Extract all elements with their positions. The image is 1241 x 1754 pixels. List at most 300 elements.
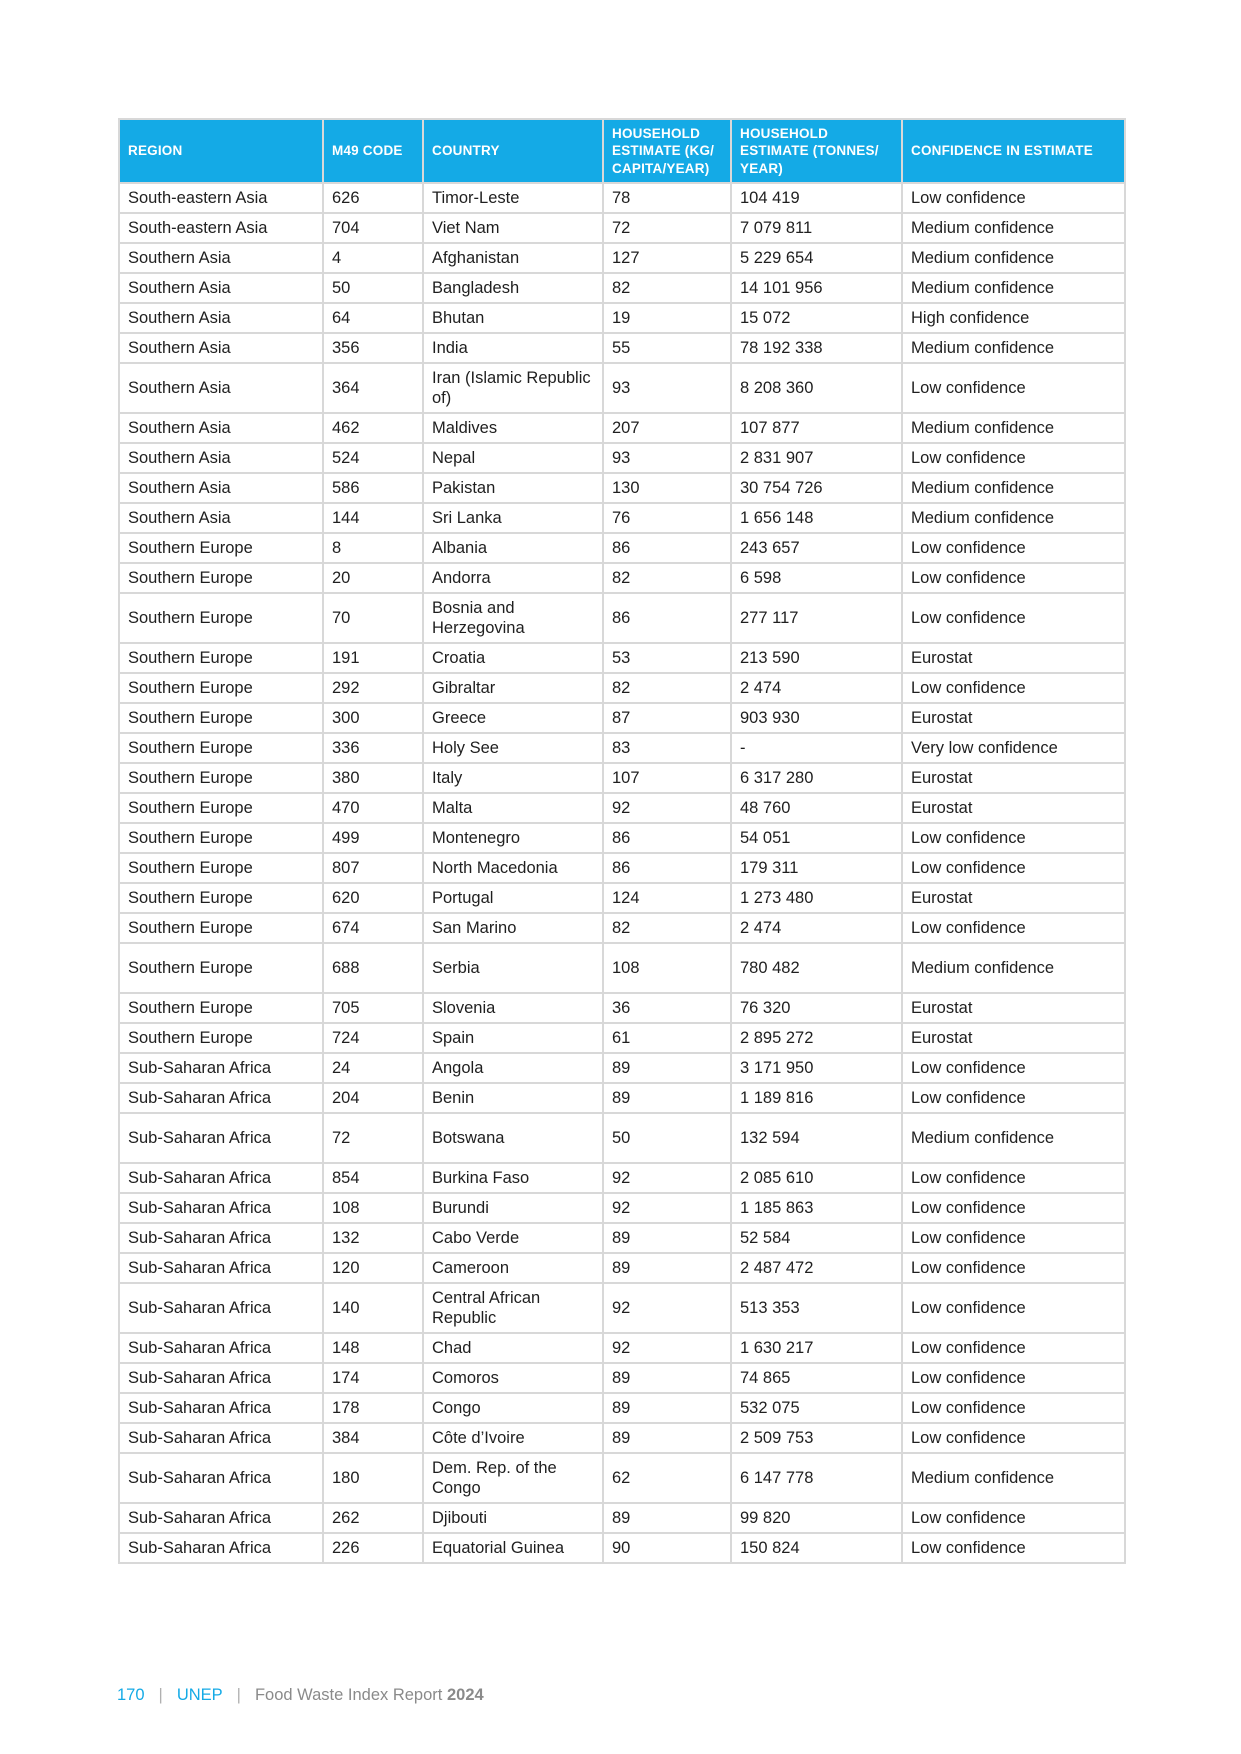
table-row	[119, 643, 1125, 673]
cell-household-kg-capita: 82	[603, 273, 731, 303]
cell-household-tonnes: 1 273 480	[731, 883, 902, 913]
cell-region: Sub-Saharan Africa	[119, 1253, 323, 1283]
header-household-kg-capita: HOUSEHOLD ESTIMATE (KG/ CAPITA/YEAR)	[603, 119, 731, 183]
header-row	[119, 119, 1125, 183]
cell-country: Bhutan	[423, 303, 603, 333]
cell-country: Albania	[423, 533, 603, 563]
cell-country: Serbia	[423, 943, 603, 993]
table-row	[119, 913, 1125, 943]
cell-region: Southern Asia	[119, 333, 323, 363]
cell-country: Cabo Verde	[423, 1223, 603, 1253]
cell-confidence: Medium confidence	[902, 1113, 1125, 1163]
cell-country: Andorra	[423, 563, 603, 593]
cell-household-tonnes: 1 189 816	[731, 1083, 902, 1113]
cell-region: Sub-Saharan Africa	[119, 1163, 323, 1193]
table-row	[119, 213, 1125, 243]
cell-household-kg-capita: 92	[603, 793, 731, 823]
cell-region: Southern Europe	[119, 733, 323, 763]
cell-confidence: Eurostat	[902, 703, 1125, 733]
footer-report-title: Food Waste Index Report	[254, 1686, 443, 1704]
cell-region: Southern Europe	[119, 993, 323, 1023]
cell-household-tonnes: 6 598	[731, 563, 902, 593]
cell-m49-code: 620	[323, 883, 423, 913]
table-row	[119, 303, 1125, 333]
cell-household-kg-capita: 62	[603, 1453, 731, 1503]
food-waste-table	[118, 118, 1126, 1564]
cell-m49-code: 140	[323, 1283, 423, 1333]
cell-confidence: Low confidence	[902, 183, 1125, 213]
cell-household-kg-capita: 89	[603, 1053, 731, 1083]
cell-country: Angola	[423, 1053, 603, 1083]
cell-country: Central African Republic	[423, 1283, 603, 1333]
table-row	[119, 823, 1125, 853]
footer-report-year: 2024	[446, 1686, 484, 1704]
table-row	[119, 243, 1125, 273]
table-row	[119, 183, 1125, 213]
cell-household-kg-capita: 89	[603, 1083, 731, 1113]
cell-m49-code: 586	[323, 473, 423, 503]
cell-region: Sub-Saharan Africa	[119, 1503, 323, 1533]
cell-m49-code: 4	[323, 243, 423, 273]
cell-confidence: Eurostat	[902, 1023, 1125, 1053]
page-footer	[117, 1686, 484, 1705]
cell-household-tonnes: 1 656 148	[731, 503, 902, 533]
table-row	[119, 1053, 1125, 1083]
cell-household-tonnes: 1 185 863	[731, 1193, 902, 1223]
cell-household-kg-capita: 36	[603, 993, 731, 1023]
cell-household-tonnes: 2 509 753	[731, 1423, 902, 1453]
cell-country: Djibouti	[423, 1503, 603, 1533]
cell-household-tonnes: 179 311	[731, 853, 902, 883]
cell-country: Maldives	[423, 413, 603, 443]
cell-country: Bosnia and Herzegovina	[423, 593, 603, 643]
cell-region: Southern Europe	[119, 943, 323, 993]
cell-household-kg-capita: 53	[603, 643, 731, 673]
cell-confidence: Eurostat	[902, 763, 1125, 793]
cell-m49-code: 380	[323, 763, 423, 793]
cell-m49-code: 180	[323, 1453, 423, 1503]
cell-household-tonnes: -	[731, 733, 902, 763]
cell-region: Southern Europe	[119, 703, 323, 733]
cell-household-tonnes: 2 085 610	[731, 1163, 902, 1193]
table-row	[119, 943, 1125, 993]
cell-region: Southern Europe	[119, 763, 323, 793]
cell-household-kg-capita: 50	[603, 1113, 731, 1163]
cell-confidence: Low confidence	[902, 1363, 1125, 1393]
cell-region: Sub-Saharan Africa	[119, 1423, 323, 1453]
table-row	[119, 733, 1125, 763]
cell-m49-code: 20	[323, 563, 423, 593]
cell-household-kg-capita: 107	[603, 763, 731, 793]
cell-m49-code: 724	[323, 1023, 423, 1053]
cell-region: Sub-Saharan Africa	[119, 1533, 323, 1563]
cell-country: Malta	[423, 793, 603, 823]
table-row	[119, 1023, 1125, 1053]
cell-household-tonnes: 2 474	[731, 913, 902, 943]
cell-m49-code: 499	[323, 823, 423, 853]
cell-m49-code: 144	[323, 503, 423, 533]
cell-region: Southern Asia	[119, 363, 323, 413]
footer-separator: |	[236, 1686, 241, 1704]
cell-region: Southern Europe	[119, 673, 323, 703]
cell-country: India	[423, 333, 603, 363]
cell-household-tonnes: 243 657	[731, 533, 902, 563]
cell-household-kg-capita: 92	[603, 1193, 731, 1223]
table-row	[119, 473, 1125, 503]
cell-household-kg-capita: 89	[603, 1223, 731, 1253]
cell-household-kg-capita: 89	[603, 1363, 731, 1393]
cell-household-tonnes: 1 630 217	[731, 1333, 902, 1363]
cell-confidence: Medium confidence	[902, 243, 1125, 273]
cell-confidence: Low confidence	[902, 853, 1125, 883]
cell-household-tonnes: 6 317 280	[731, 763, 902, 793]
cell-household-kg-capita: 108	[603, 943, 731, 993]
cell-m49-code: 191	[323, 643, 423, 673]
footer-separator: |	[158, 1686, 163, 1704]
table-row	[119, 563, 1125, 593]
cell-household-tonnes: 150 824	[731, 1533, 902, 1563]
table-row	[119, 1163, 1125, 1193]
cell-household-tonnes: 5 229 654	[731, 243, 902, 273]
cell-household-tonnes: 99 820	[731, 1503, 902, 1533]
cell-household-kg-capita: 72	[603, 213, 731, 243]
cell-m49-code: 704	[323, 213, 423, 243]
cell-m49-code: 854	[323, 1163, 423, 1193]
cell-confidence: Low confidence	[902, 1333, 1125, 1363]
cell-household-tonnes: 277 117	[731, 593, 902, 643]
cell-country: Bangladesh	[423, 273, 603, 303]
cell-household-kg-capita: 82	[603, 563, 731, 593]
cell-household-kg-capita: 92	[603, 1333, 731, 1363]
table-row	[119, 703, 1125, 733]
cell-household-kg-capita: 82	[603, 673, 731, 703]
cell-region: Sub-Saharan Africa	[119, 1083, 323, 1113]
cell-confidence: Low confidence	[902, 1533, 1125, 1563]
cell-m49-code: 470	[323, 793, 423, 823]
table-row	[119, 533, 1125, 563]
cell-country: Slovenia	[423, 993, 603, 1023]
cell-m49-code: 24	[323, 1053, 423, 1083]
cell-country: Equatorial Guinea	[423, 1533, 603, 1563]
cell-household-tonnes: 104 419	[731, 183, 902, 213]
cell-region: South-eastern Asia	[119, 213, 323, 243]
table-row	[119, 363, 1125, 413]
cell-confidence: Medium confidence	[902, 503, 1125, 533]
cell-household-tonnes: 903 930	[731, 703, 902, 733]
cell-m49-code: 300	[323, 703, 423, 733]
table-row	[119, 993, 1125, 1023]
cell-m49-code: 8	[323, 533, 423, 563]
cell-confidence: Low confidence	[902, 563, 1125, 593]
cell-household-kg-capita: 86	[603, 823, 731, 853]
cell-country: Portugal	[423, 883, 603, 913]
table-row	[119, 413, 1125, 443]
cell-country: Italy	[423, 763, 603, 793]
cell-country: Benin	[423, 1083, 603, 1113]
cell-household-tonnes: 30 754 726	[731, 473, 902, 503]
cell-m49-code: 50	[323, 273, 423, 303]
cell-confidence: Low confidence	[902, 1223, 1125, 1253]
cell-region: Southern Asia	[119, 443, 323, 473]
cell-country: Botswana	[423, 1113, 603, 1163]
cell-region: Southern Europe	[119, 533, 323, 563]
cell-m49-code: 364	[323, 363, 423, 413]
cell-m49-code: 626	[323, 183, 423, 213]
cell-household-kg-capita: 93	[603, 443, 731, 473]
cell-household-tonnes: 2 487 472	[731, 1253, 902, 1283]
cell-household-kg-capita: 130	[603, 473, 731, 503]
cell-household-tonnes: 14 101 956	[731, 273, 902, 303]
cell-country: Afghanistan	[423, 243, 603, 273]
cell-region: Sub-Saharan Africa	[119, 1193, 323, 1223]
cell-m49-code: 705	[323, 993, 423, 1023]
cell-household-tonnes: 48 760	[731, 793, 902, 823]
cell-region: Southern Europe	[119, 823, 323, 853]
cell-country: Comoros	[423, 1363, 603, 1393]
cell-household-kg-capita: 89	[603, 1253, 731, 1283]
cell-m49-code: 356	[323, 333, 423, 363]
cell-region: Southern Europe	[119, 643, 323, 673]
table-row	[119, 1223, 1125, 1253]
cell-region: Sub-Saharan Africa	[119, 1453, 323, 1503]
table-row	[119, 1423, 1125, 1453]
cell-m49-code: 674	[323, 913, 423, 943]
cell-confidence: Low confidence	[902, 823, 1125, 853]
cell-confidence: Medium confidence	[902, 473, 1125, 503]
cell-country: Côte d’Ivoire	[423, 1423, 603, 1453]
cell-household-kg-capita: 61	[603, 1023, 731, 1053]
cell-confidence: Low confidence	[902, 1053, 1125, 1083]
cell-region: Southern Europe	[119, 793, 323, 823]
cell-confidence: Eurostat	[902, 883, 1125, 913]
cell-country: Sri Lanka	[423, 503, 603, 533]
cell-confidence: Low confidence	[902, 1423, 1125, 1453]
cell-region: Sub-Saharan Africa	[119, 1223, 323, 1253]
footer-organization: UNEP	[176, 1686, 223, 1704]
table-body	[119, 183, 1125, 1563]
cell-region: Sub-Saharan Africa	[119, 1393, 323, 1423]
table-row	[119, 1083, 1125, 1113]
header-m49-code: M49 CODE	[323, 119, 423, 183]
table-row	[119, 1283, 1125, 1333]
table-row	[119, 1113, 1125, 1163]
cell-m49-code: 688	[323, 943, 423, 993]
cell-region: Sub-Saharan Africa	[119, 1053, 323, 1083]
cell-region: South-eastern Asia	[119, 183, 323, 213]
table-row	[119, 673, 1125, 703]
cell-region: Southern Asia	[119, 273, 323, 303]
cell-country: Pakistan	[423, 473, 603, 503]
table-row	[119, 1503, 1125, 1533]
cell-household-kg-capita: 82	[603, 913, 731, 943]
cell-household-tonnes: 532 075	[731, 1393, 902, 1423]
cell-household-kg-capita: 127	[603, 243, 731, 273]
table-row	[119, 333, 1125, 363]
cell-region: Sub-Saharan Africa	[119, 1363, 323, 1393]
cell-household-kg-capita: 86	[603, 593, 731, 643]
cell-household-kg-capita: 92	[603, 1163, 731, 1193]
cell-m49-code: 336	[323, 733, 423, 763]
cell-household-kg-capita: 93	[603, 363, 731, 413]
cell-country: Iran (Islamic Republic of)	[423, 363, 603, 413]
cell-m49-code: 120	[323, 1253, 423, 1283]
cell-m49-code: 292	[323, 673, 423, 703]
cell-country: North Macedonia	[423, 853, 603, 883]
cell-region: Southern Asia	[119, 473, 323, 503]
cell-m49-code: 262	[323, 1503, 423, 1533]
cell-confidence: Medium confidence	[902, 1453, 1125, 1503]
cell-household-kg-capita: 207	[603, 413, 731, 443]
table-row	[119, 1533, 1125, 1563]
cell-m49-code: 64	[323, 303, 423, 333]
cell-household-tonnes: 107 877	[731, 413, 902, 443]
cell-household-tonnes: 74 865	[731, 1363, 902, 1393]
cell-country: Congo	[423, 1393, 603, 1423]
table-row	[119, 853, 1125, 883]
table-row	[119, 443, 1125, 473]
cell-confidence: Low confidence	[902, 673, 1125, 703]
cell-country: Nepal	[423, 443, 603, 473]
cell-confidence: Medium confidence	[902, 273, 1125, 303]
table-row	[119, 1333, 1125, 1363]
cell-household-kg-capita: 89	[603, 1503, 731, 1533]
cell-m49-code: 384	[323, 1423, 423, 1453]
cell-m49-code: 70	[323, 593, 423, 643]
cell-confidence: Low confidence	[902, 1393, 1125, 1423]
cell-m49-code: 72	[323, 1113, 423, 1163]
cell-country: Cameroon	[423, 1253, 603, 1283]
cell-country: Holy See	[423, 733, 603, 763]
page-number: 170	[117, 1686, 145, 1704]
cell-country: Croatia	[423, 643, 603, 673]
cell-household-tonnes: 132 594	[731, 1113, 902, 1163]
cell-confidence: Low confidence	[902, 1503, 1125, 1533]
cell-confidence: Low confidence	[902, 1163, 1125, 1193]
cell-confidence: Low confidence	[902, 363, 1125, 413]
cell-region: Southern Europe	[119, 1023, 323, 1053]
cell-m49-code: 174	[323, 1363, 423, 1393]
cell-household-kg-capita: 92	[603, 1283, 731, 1333]
cell-region: Southern Asia	[119, 413, 323, 443]
cell-country: Gibraltar	[423, 673, 603, 703]
cell-confidence: Eurostat	[902, 793, 1125, 823]
cell-household-tonnes: 52 584	[731, 1223, 902, 1253]
cell-confidence: Medium confidence	[902, 413, 1125, 443]
header-household-tonnes: HOUSEHOLD ESTIMATE (TONNES/ YEAR)	[731, 119, 902, 183]
cell-household-tonnes: 76 320	[731, 993, 902, 1023]
cell-country: Montenegro	[423, 823, 603, 853]
cell-region: Southern Europe	[119, 883, 323, 913]
cell-confidence: Low confidence	[902, 1083, 1125, 1113]
cell-m49-code: 462	[323, 413, 423, 443]
table-row	[119, 1253, 1125, 1283]
cell-household-tonnes: 780 482	[731, 943, 902, 993]
cell-region: Southern Europe	[119, 913, 323, 943]
cell-confidence: Eurostat	[902, 643, 1125, 673]
cell-household-tonnes: 78 192 338	[731, 333, 902, 363]
cell-m49-code: 226	[323, 1533, 423, 1563]
cell-household-kg-capita: 89	[603, 1393, 731, 1423]
cell-country: San Marino	[423, 913, 603, 943]
cell-household-tonnes: 15 072	[731, 303, 902, 333]
cell-region: Sub-Saharan Africa	[119, 1333, 323, 1363]
cell-confidence: High confidence	[902, 303, 1125, 333]
cell-household-kg-capita: 86	[603, 853, 731, 883]
cell-household-tonnes: 6 147 778	[731, 1453, 902, 1503]
cell-confidence: Low confidence	[902, 913, 1125, 943]
header-region: REGION	[119, 119, 323, 183]
cell-household-tonnes: 213 590	[731, 643, 902, 673]
cell-household-kg-capita: 124	[603, 883, 731, 913]
cell-household-tonnes: 7 079 811	[731, 213, 902, 243]
cell-household-tonnes: 513 353	[731, 1283, 902, 1333]
table-row	[119, 1363, 1125, 1393]
cell-m49-code: 132	[323, 1223, 423, 1253]
cell-m49-code: 524	[323, 443, 423, 473]
cell-country: Burundi	[423, 1193, 603, 1223]
header-confidence: CONFIDENCE IN ESTIMATE	[902, 119, 1125, 183]
cell-household-kg-capita: 76	[603, 503, 731, 533]
cell-country: Timor-Leste	[423, 183, 603, 213]
cell-confidence: Eurostat	[902, 993, 1125, 1023]
cell-country: Dem. Rep. of the Congo	[423, 1453, 603, 1503]
cell-household-kg-capita: 83	[603, 733, 731, 763]
cell-confidence: Low confidence	[902, 443, 1125, 473]
cell-household-tonnes: 2 895 272	[731, 1023, 902, 1053]
table-row	[119, 883, 1125, 913]
cell-region: Southern Europe	[119, 563, 323, 593]
cell-country: Chad	[423, 1333, 603, 1363]
cell-region: Southern Europe	[119, 853, 323, 883]
cell-m49-code: 178	[323, 1393, 423, 1423]
table-row	[119, 763, 1125, 793]
header-country: COUNTRY	[423, 119, 603, 183]
cell-household-kg-capita: 86	[603, 533, 731, 563]
cell-household-tonnes: 2 831 907	[731, 443, 902, 473]
cell-country: Greece	[423, 703, 603, 733]
cell-region: Southern Europe	[119, 593, 323, 643]
table-row	[119, 273, 1125, 303]
cell-household-kg-capita: 89	[603, 1423, 731, 1453]
cell-confidence: Medium confidence	[902, 943, 1125, 993]
table-row	[119, 793, 1125, 823]
table-row	[119, 503, 1125, 533]
cell-confidence: Low confidence	[902, 593, 1125, 643]
cell-household-kg-capita: 55	[603, 333, 731, 363]
cell-region: Southern Asia	[119, 503, 323, 533]
cell-household-tonnes: 54 051	[731, 823, 902, 853]
cell-region: Sub-Saharan Africa	[119, 1283, 323, 1333]
cell-region: Southern Asia	[119, 303, 323, 333]
cell-confidence: Low confidence	[902, 1253, 1125, 1283]
table-row	[119, 1193, 1125, 1223]
cell-region: Sub-Saharan Africa	[119, 1113, 323, 1163]
table-row	[119, 1453, 1125, 1503]
cell-country: Spain	[423, 1023, 603, 1053]
cell-m49-code: 807	[323, 853, 423, 883]
cell-region: Southern Asia	[119, 243, 323, 273]
cell-confidence: Medium confidence	[902, 213, 1125, 243]
cell-confidence: Medium confidence	[902, 333, 1125, 363]
cell-household-kg-capita: 19	[603, 303, 731, 333]
cell-confidence: Low confidence	[902, 1193, 1125, 1223]
cell-country: Viet Nam	[423, 213, 603, 243]
cell-confidence: Very low confidence	[902, 733, 1125, 763]
table-row	[119, 593, 1125, 643]
cell-household-tonnes: 8 208 360	[731, 363, 902, 413]
cell-household-kg-capita: 87	[603, 703, 731, 733]
cell-household-kg-capita: 78	[603, 183, 731, 213]
